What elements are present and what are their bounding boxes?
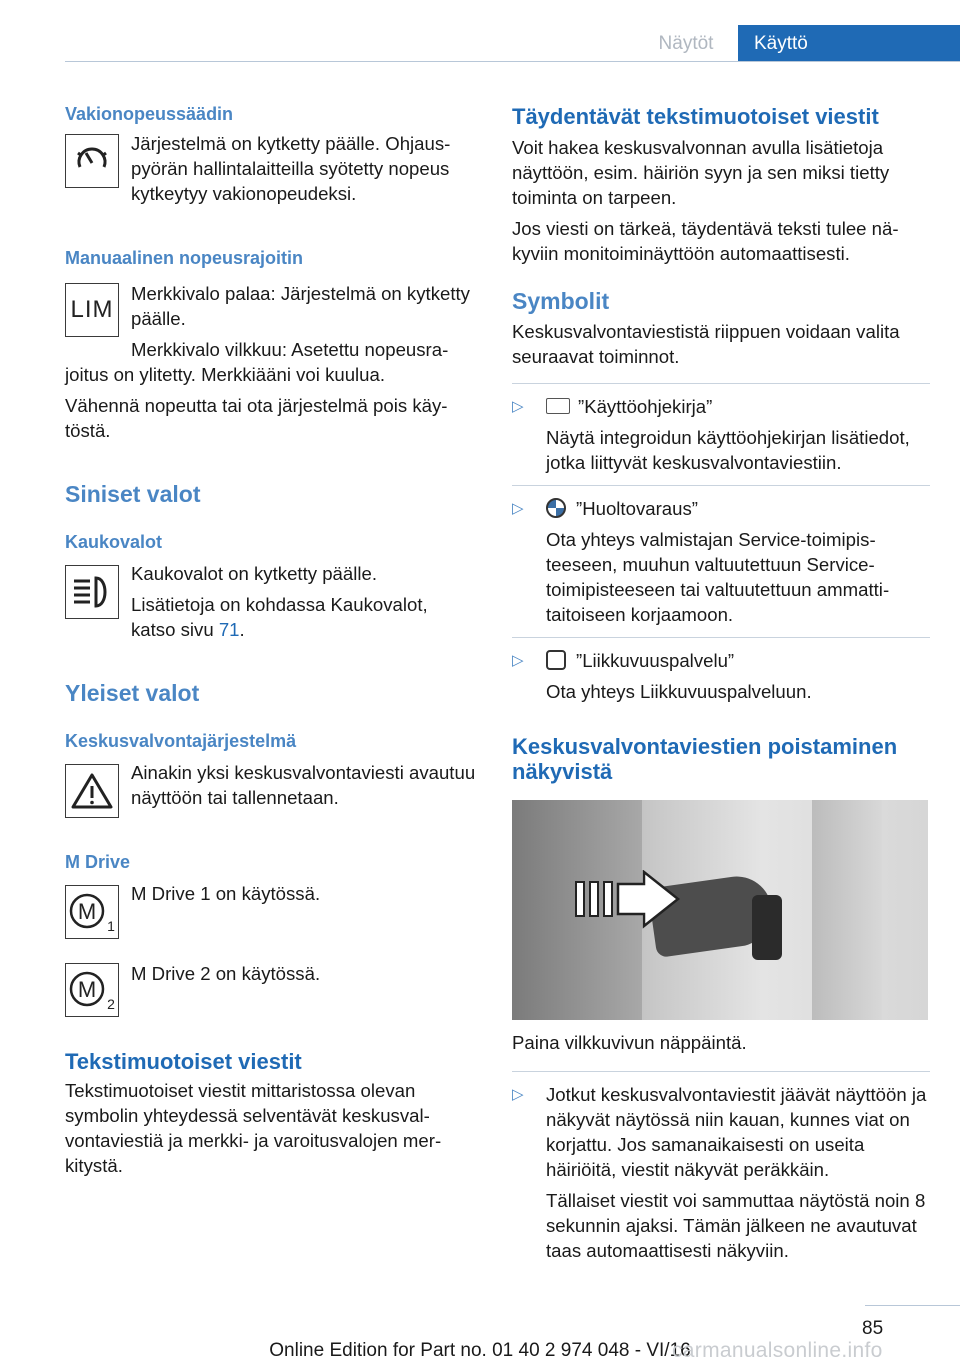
footer-divider: [865, 1305, 960, 1306]
high-beam-text-1: Kaukovalot on kytketty päälle.: [131, 563, 377, 584]
bmw-logo-icon: [546, 498, 566, 518]
m-drive-1-icon: [65, 885, 119, 939]
removal-bullet: ▷ Jotkut keskusvalvontaviestit jäävät näyttöön ja näkyvät näytössä niin kauan, kunnes viat on korjattu. Jos samanaikaisesti on useita häiriöitä, viestit näkyvät peräkkäin. Tällaiset viestit voi sammuttaa näytöstä noin 8 sekunnin ajaksi. Tämän jälkeen ne avautuvat taas automaattisesti näkyviin.: [512, 1084, 927, 1261]
right-column: [512, 100, 930, 1263]
limiter-text-3: Vähennä nopeutta tai ota järjestelmä pois käytöstä.: [65, 395, 448, 441]
tab-naytot[interactable]: Näytöt: [658, 33, 714, 54]
bullet-triangle-icon: ▷: [512, 398, 524, 415]
m-drive-1-text: M Drive 1 on käytössä.: [131, 883, 321, 904]
turn-signal-lever-photo: [512, 800, 928, 1020]
check-control-title: Keskusvalvontajärjestelmä: [65, 731, 297, 751]
removal-caption: Paina vilkkuvivun näppäintä.: [512, 1032, 747, 1053]
list-divider: [512, 383, 930, 384]
symbol-item-service[interactable]: ▷ ”Huoltovaraus” Ota yhteys valmistajan Service-toimipisteeseen, muuhun valtuutettuun Service-toimipisteeseen tai valtuutettuun ammattitaitoiseen korjaamoon.: [512, 498, 890, 625]
high-beam-text-2: Lisätietoja on kohdassa Kaukovalot, katso sivu 71.: [131, 594, 428, 640]
symbols-heading: Symbolit: [512, 288, 610, 314]
warning-triangle-icon: [65, 764, 119, 818]
cruise-title: Vakionopeussäädin: [65, 104, 234, 124]
list-divider: [512, 637, 930, 638]
text-messages-text: Tekstimuotoiset viestit mittaristossa olevan symbolin yhteydessä selventävät keskusvalvontaviestiä ja merkki- ja varoitusvalojen merkitystä.: [65, 1080, 442, 1176]
bullet-triangle-icon: ▷: [512, 500, 524, 517]
left-column: [65, 100, 477, 1178]
watermark: carmanualsonline.info: [672, 1339, 883, 1362]
high-beam-icon: [65, 565, 119, 619]
manual-book-icon: [546, 398, 570, 414]
svg-text:2: 2: [107, 996, 115, 1012]
page-number: 85: [862, 1318, 884, 1339]
edition-footer: Online Edition for Part no. 01 40 2 974 048 - VI/16: [269, 1340, 691, 1361]
limiter-title: Manuaalinen nopeusrajoitin: [65, 248, 304, 268]
blue-lights-heading: Siniset valot: [65, 481, 201, 507]
m-drive-title: M Drive: [65, 852, 131, 872]
check-control-text: Ainakin yksi keskusvalvontaviesti avautuu näyttöön tai tallennetaan.: [131, 762, 476, 808]
svg-text:1: 1: [107, 918, 115, 934]
header-divider: [65, 61, 960, 62]
mobility-service-icon: [546, 650, 566, 670]
limiter-text-1: Merkkivalo palaa: Järjestelmä on kytketty päälle.: [131, 283, 470, 329]
lim-icon-label: LIM: [70, 296, 114, 323]
page-link-71[interactable]: 71: [218, 619, 240, 640]
page-header: [0, 25, 960, 62]
cruise-text: Järjestelmä on kytketty päälle. Ohjauspyörän hallintalaitteilla syötetty nopeus kytkeytyy vakionopeudeksi.: [131, 133, 451, 204]
symbol-item-manual[interactable]: ▷ ”Käyttöohjekirja” Näytä integroidun käyttöohjekirjan lisätiedot, jotka liittyvät keskusvalvontaviestiin.: [512, 396, 910, 473]
list-divider: [512, 485, 930, 486]
symbol-item-mobility[interactable]: ▷ ”Liikkuvuuspalvelu” Ota yhteys Liikkuvuuspalveluun.: [512, 650, 812, 702]
svg-text:M: M: [77, 977, 97, 1002]
m-drive-2-text: M Drive 2 on käytössä.: [131, 963, 321, 984]
speedometer-icon: [65, 134, 119, 188]
bullet-triangle-icon: ▷: [512, 1086, 524, 1103]
svg-text:M: M: [77, 899, 97, 924]
text-messages-heading: Tekstimuotoiset viestit: [65, 1049, 302, 1074]
lim-icon: [65, 283, 119, 337]
supplement-text-1: Voit hakea keskusvalvonnan avulla lisätietoja näyttöön, esim. häiriön syyn ja sen miksi tietty toiminta on tarpeen.: [512, 137, 890, 208]
bullet-triangle-icon: ▷: [512, 652, 524, 669]
high-beam-title: Kaukovalot: [65, 532, 163, 552]
removal-heading: Keskusvalvontaviestien poistaminen näkyvistä: [512, 734, 898, 784]
symbols-text: Keskusvalvontaviestistä riippuen voidaan valita seuraavat toiminnot.: [512, 321, 900, 367]
general-lights-heading: Yleiset valot: [65, 680, 200, 706]
supplement-heading: Täydentävät tekstimuotoiset viestit: [512, 104, 879, 129]
limiter-text-2: Merkkivalo vilkkuu: Asetettu nopeusrajoitus on ylitetty. Merkkiääni voi kuulua.: [65, 339, 449, 385]
supplement-text-2: Jos viesti on tärkeä, täydentävä teksti tulee näkyviin monitoiminäyttöön automaattisesti.: [512, 218, 899, 264]
tab-kaytto[interactable]: Käyttö: [738, 25, 960, 62]
m-drive-2-icon: [65, 963, 119, 1017]
list-divider: [512, 1071, 930, 1072]
